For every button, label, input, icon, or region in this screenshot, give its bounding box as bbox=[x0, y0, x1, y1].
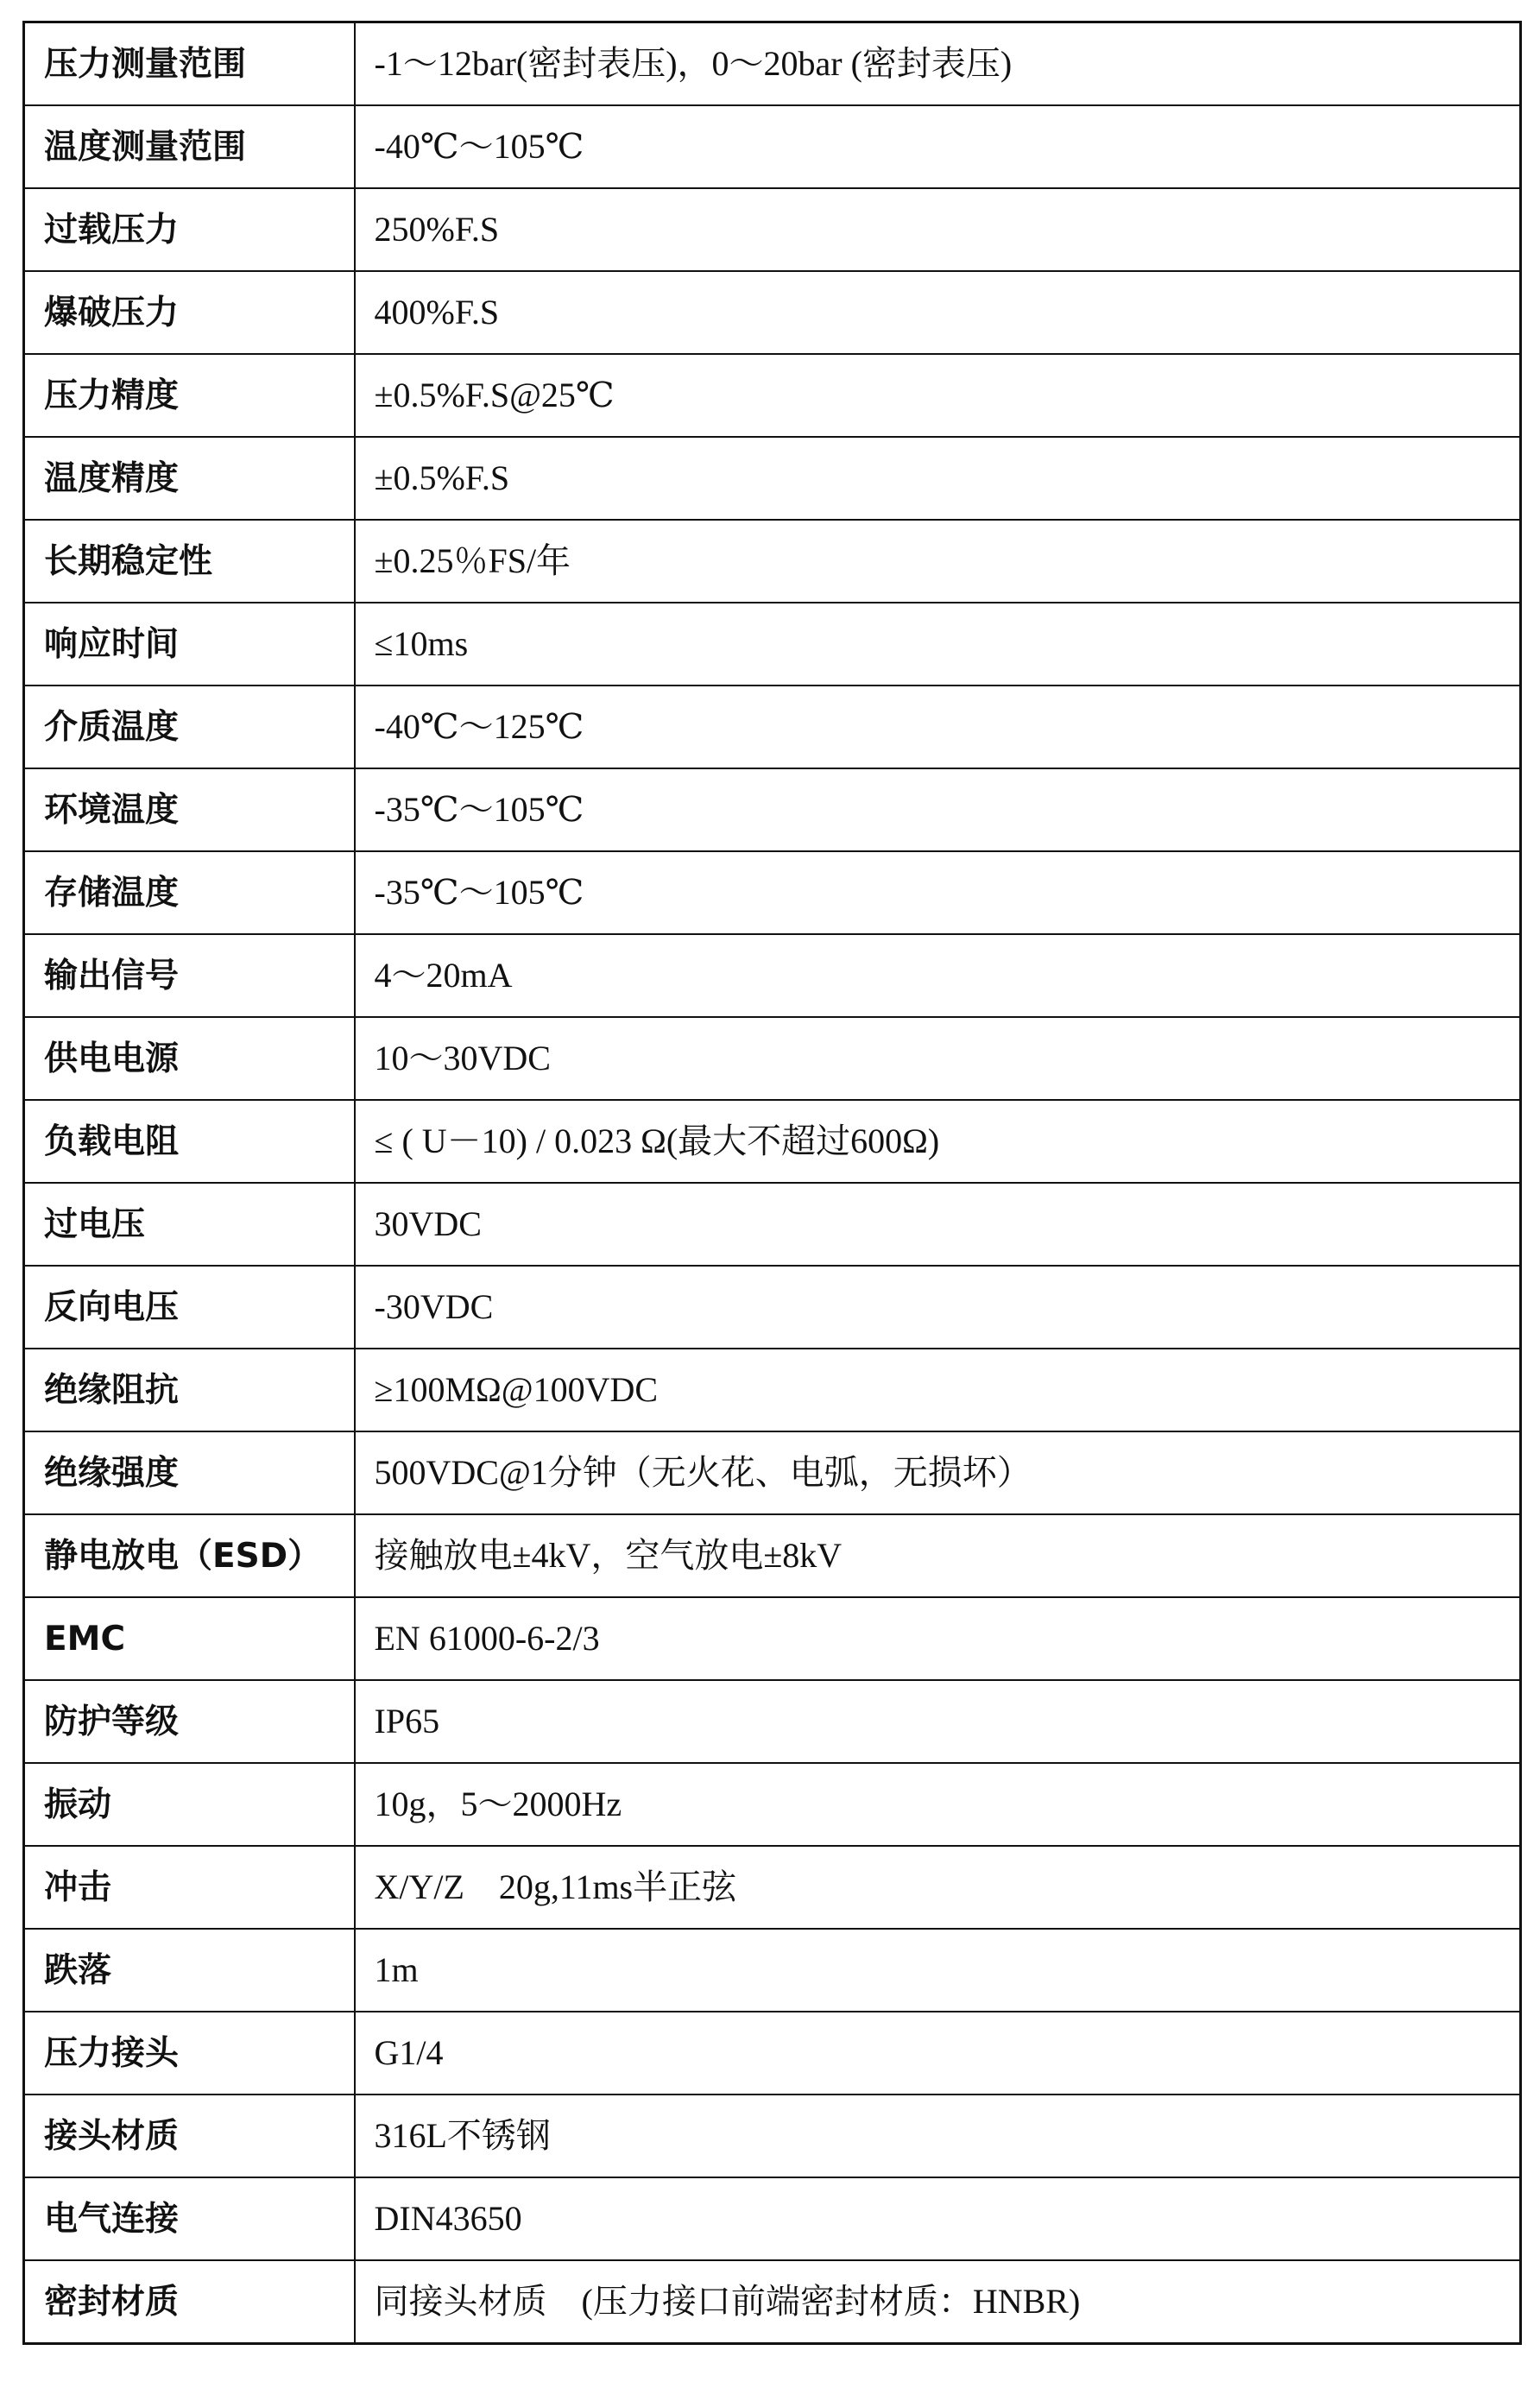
table-row bbox=[24, 768, 1521, 851]
table-row bbox=[24, 1929, 1521, 2012]
spec-value: 4～20mA bbox=[355, 934, 1521, 1017]
spec-label: 响应时间 bbox=[24, 603, 355, 686]
table-row bbox=[24, 1266, 1521, 1349]
spec-value: 316L不锈钢 bbox=[355, 2095, 1521, 2177]
spec-value: 400%F.S bbox=[355, 271, 1521, 354]
spec-value: -30VDC bbox=[355, 1266, 1521, 1349]
spec-value: X/Y/Z 20g,11ms半正弦 bbox=[355, 1846, 1521, 1929]
spec-label: EMC bbox=[24, 1597, 355, 1680]
table-row bbox=[24, 1597, 1521, 1680]
spec-label: 绝缘强度 bbox=[24, 1431, 355, 1514]
spec-value: ±0.25％FS/年 bbox=[355, 520, 1521, 603]
spec-value: G1/4 bbox=[355, 2012, 1521, 2095]
table-row bbox=[24, 1017, 1521, 1100]
spec-label: 压力测量范围 bbox=[24, 22, 355, 106]
table-row bbox=[24, 1514, 1521, 1597]
spec-value: ≤ ( U－10) / 0.023 Ω(最大不超过600Ω) bbox=[355, 1100, 1521, 1183]
spec-label: 冲击 bbox=[24, 1846, 355, 1929]
table-row bbox=[24, 354, 1521, 437]
spec-label: 介质温度 bbox=[24, 686, 355, 768]
spec-label: 压力精度 bbox=[24, 354, 355, 437]
spec-table bbox=[22, 21, 1522, 2345]
spec-label: 静电放电（ESD） bbox=[24, 1514, 355, 1597]
spec-value: DIN43650 bbox=[355, 2177, 1521, 2260]
table-row bbox=[24, 271, 1521, 354]
spec-value: -35℃～105℃ bbox=[355, 768, 1521, 851]
spec-value: ±0.5%F.S bbox=[355, 437, 1521, 520]
table-row bbox=[24, 188, 1521, 271]
spec-label: 长期稳定性 bbox=[24, 520, 355, 603]
spec-label: 防护等级 bbox=[24, 1680, 355, 1763]
spec-label: 绝缘阻抗 bbox=[24, 1349, 355, 1431]
table-row bbox=[24, 1100, 1521, 1183]
spec-value: 10～30VDC bbox=[355, 1017, 1521, 1100]
table-row bbox=[24, 1680, 1521, 1763]
table-row bbox=[24, 1183, 1521, 1266]
table-row bbox=[24, 437, 1521, 520]
spec-value: -1～12bar(密封表压)，0～20bar (密封表压) bbox=[355, 22, 1521, 106]
spec-label: 环境温度 bbox=[24, 768, 355, 851]
spec-label: 跌落 bbox=[24, 1929, 355, 2012]
table-row bbox=[24, 105, 1521, 188]
table-row bbox=[24, 934, 1521, 1017]
spec-value: ±0.5%F.S@25℃ bbox=[355, 354, 1521, 437]
spec-table-body bbox=[24, 22, 1521, 2344]
table-row bbox=[24, 686, 1521, 768]
table-row bbox=[24, 2177, 1521, 2260]
table-row bbox=[24, 1763, 1521, 1846]
spec-label: 密封材质 bbox=[24, 2260, 355, 2344]
spec-label: 存储温度 bbox=[24, 851, 355, 934]
table-row bbox=[24, 1349, 1521, 1431]
table-row bbox=[24, 520, 1521, 603]
spec-value: IP65 bbox=[355, 1680, 1521, 1763]
spec-value: ≥100MΩ@100VDC bbox=[355, 1349, 1521, 1431]
table-row bbox=[24, 1846, 1521, 1929]
spec-value: ≤10ms bbox=[355, 603, 1521, 686]
spec-label: 接头材质 bbox=[24, 2095, 355, 2177]
spec-label: 过电压 bbox=[24, 1183, 355, 1266]
spec-value: -35℃～105℃ bbox=[355, 851, 1521, 934]
spec-value: 500VDC@1分钟（无火花、电弧，无损坏） bbox=[355, 1431, 1521, 1514]
table-row bbox=[24, 603, 1521, 686]
spec-value: -40℃～125℃ bbox=[355, 686, 1521, 768]
spec-label: 电气连接 bbox=[24, 2177, 355, 2260]
table-row bbox=[24, 1431, 1521, 1514]
spec-value: 1m bbox=[355, 1929, 1521, 2012]
spec-value: 10g，5～2000Hz bbox=[355, 1763, 1521, 1846]
table-row bbox=[24, 22, 1521, 106]
spec-value: 接触放电±4kV，空气放电±8kV bbox=[355, 1514, 1521, 1597]
spec-value: 同接头材质 (压力接口前端密封材质：HNBR) bbox=[355, 2260, 1521, 2344]
spec-label: 供电电源 bbox=[24, 1017, 355, 1100]
spec-label: 温度精度 bbox=[24, 437, 355, 520]
spec-label: 反向电压 bbox=[24, 1266, 355, 1349]
spec-value: -40℃～105℃ bbox=[355, 105, 1521, 188]
spec-label: 爆破压力 bbox=[24, 271, 355, 354]
spec-label: 温度测量范围 bbox=[24, 105, 355, 188]
table-row bbox=[24, 2095, 1521, 2177]
table-row bbox=[24, 851, 1521, 934]
spec-label: 压力接头 bbox=[24, 2012, 355, 2095]
spec-label: 振动 bbox=[24, 1763, 355, 1846]
spec-label: 过载压力 bbox=[24, 188, 355, 271]
table-row bbox=[24, 2260, 1521, 2344]
spec-value: 250%F.S bbox=[355, 188, 1521, 271]
spec-label: 输出信号 bbox=[24, 934, 355, 1017]
spec-label: 负载电阻 bbox=[24, 1100, 355, 1183]
spec-value: 30VDC bbox=[355, 1183, 1521, 1266]
spec-value: EN 61000-6-2/3 bbox=[355, 1597, 1521, 1680]
table-row bbox=[24, 2012, 1521, 2095]
